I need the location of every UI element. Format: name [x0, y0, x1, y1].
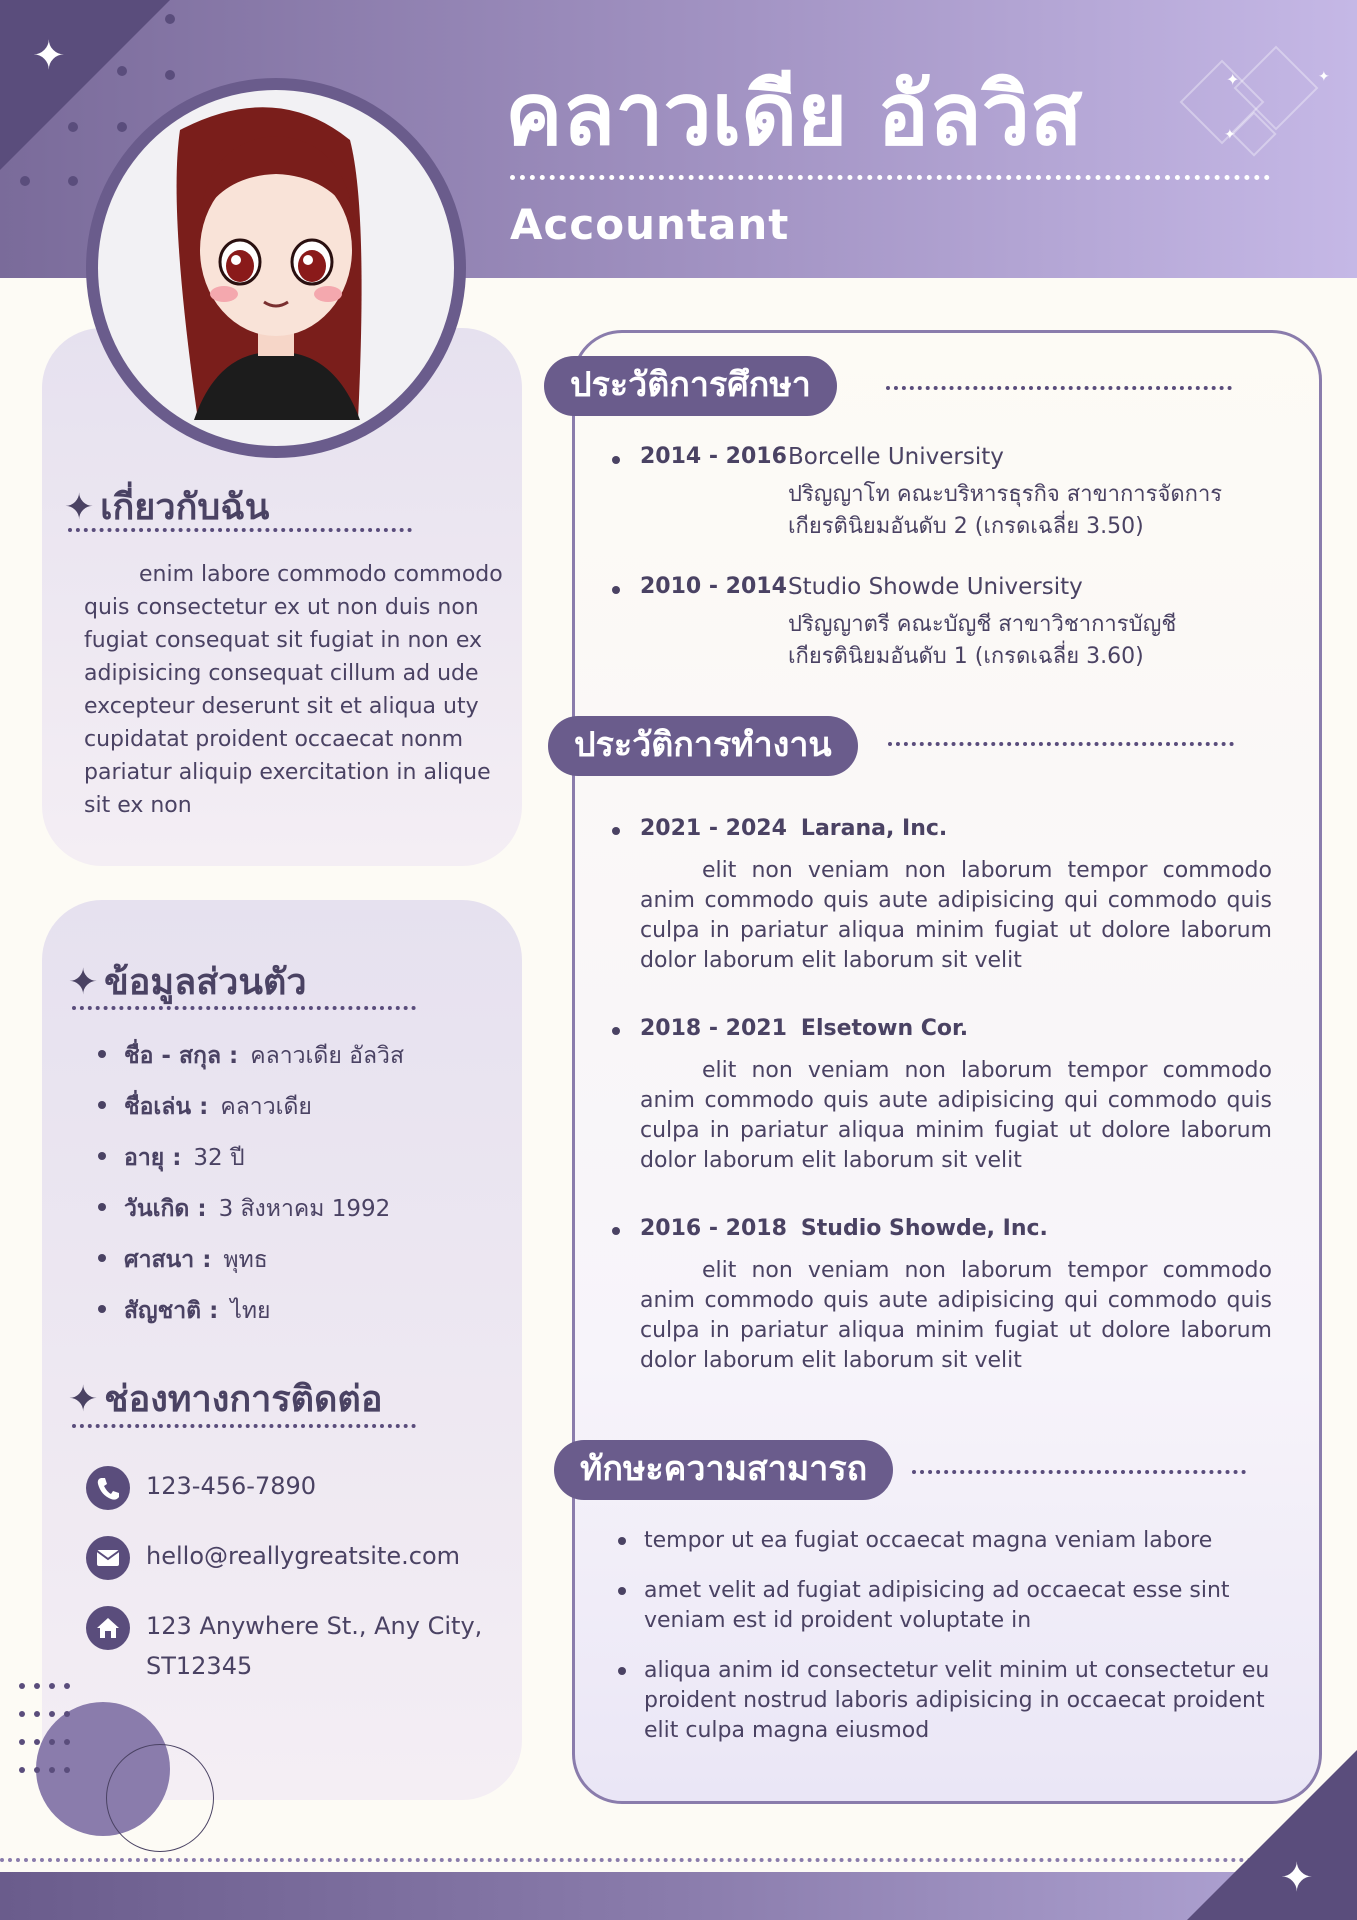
personal-item — [94, 1293, 404, 1344]
work-header — [640, 816, 947, 841]
decor-dot — [68, 122, 78, 132]
education-degree: ปริญญาตรี คณะบัญชี สาขาวิชาการบัญชี — [788, 612, 1177, 637]
personal-heading — [68, 953, 307, 1010]
name-divider — [510, 175, 1270, 180]
bullet — [612, 456, 620, 464]
email-address: hello@reallygreatsite.com — [146, 1542, 461, 1570]
address-line-1: 123 Anywhere St., Any City, — [146, 1612, 483, 1640]
education-honor: เกียรตินิยมอันดับ 1 (เกรดเฉลี่ย 3.60) — [788, 644, 1144, 669]
phone-number: 123-456-7890 — [146, 1472, 317, 1500]
sparkle-icon: ✦ — [1280, 1855, 1314, 1901]
dot-grid-decoration — [18, 1680, 78, 1780]
work-company: Studio Showde, Inc. — [800, 1216, 1048, 1241]
home-icon — [86, 1606, 130, 1650]
personal-info-list — [94, 1038, 404, 1344]
decor-dot — [117, 66, 127, 76]
sparkle-icon: ✦ — [68, 962, 99, 1003]
personal-value: พุทธ — [223, 1247, 268, 1273]
footer-band — [0, 1872, 1357, 1920]
contact-divider — [72, 1424, 416, 1428]
sparkle-icon: ✦ — [1226, 70, 1240, 89]
skills-list — [618, 1526, 1278, 1766]
education-divider — [886, 386, 1232, 390]
personal-heading-text: ข้อมูลส่วนตัว — [104, 962, 307, 1003]
contact-heading-text: ช่องทางการติดต่อ — [104, 1379, 383, 1420]
decor-dot — [117, 122, 127, 132]
contact-heading — [68, 1370, 382, 1427]
personal-item — [94, 1038, 404, 1089]
personal-label: ชื่อเล่น : — [124, 1094, 209, 1120]
work-company: Elsetown Cor. — [800, 1016, 969, 1041]
education-school: Studio Showde University — [788, 574, 1083, 600]
circle-outline-decoration — [106, 1744, 214, 1852]
sparkle-icon: ✦ — [32, 33, 66, 79]
personal-value: 3 สิงหาคม 1992 — [218, 1196, 391, 1222]
education-school: Borcelle University — [788, 444, 1004, 470]
sparkle-icon: ✦ — [64, 487, 95, 528]
work-years: 2016 - 2018 — [640, 1216, 787, 1241]
decor-dot — [20, 176, 30, 186]
personal-value: คลาวเดีย — [220, 1094, 312, 1120]
work-description: elit non veniam non laborum tempor commodo anim commodo quis aute adipisicing qui commodo quis culpa in pariatur aliqua minim fugiat ut dolore laborum dolor laborum elit laborum sit velit — [640, 858, 1272, 973]
education-honor: เกียรตินิยมอันดับ 2 (เกรดเฉลี่ย 3.50) — [788, 514, 1144, 539]
skills-heading: ทักษะความสามารถ — [554, 1440, 893, 1500]
education-item — [612, 574, 1272, 674]
address-line-2: ST12345 — [146, 1652, 253, 1680]
skill-item: aliqua anim id consectetur velit minim ut consectetur eu proident nostrud laboris adipisicing in occaecat proident elit culpa magna eiusmod — [618, 1656, 1278, 1746]
about-text: enim labore commodo commodo quis consectetur ex ut non duis non fugiat consequat sit fugiat in non ex adipisicing consequat cillum ad ude excepteur deserunt sit et aliqua uty cupidatat proident occaecat nonm pariatur aliquip exercitation in alique sit ex non — [84, 562, 503, 818]
work-description: elit non veniam non laborum tempor commodo anim commodo quis aute adipisicing qui commodo quis culpa in pariatur aliqua minim fugiat ut dolore laborum dolor laborum elit laborum sit velit — [640, 1058, 1272, 1173]
decor-dot — [165, 70, 175, 80]
work-item — [612, 1016, 1272, 1186]
work-divider — [888, 742, 1234, 746]
work-item — [612, 816, 1272, 986]
personal-value: คลาวเดีย อัลวิส — [250, 1043, 405, 1069]
personal-label: ศาสนา : — [124, 1247, 212, 1273]
footer-divider — [0, 1858, 1357, 1862]
personal-value: 32 ปี — [193, 1145, 245, 1171]
work-years: 2021 - 2024 — [640, 816, 787, 841]
work-years: 2018 - 2021 — [640, 1016, 787, 1041]
personal-label: อายุ : — [124, 1145, 182, 1171]
skill-item: tempor ut ea fugiat occaecat magna veniam labore — [618, 1526, 1278, 1556]
personal-card — [42, 900, 522, 1800]
sparkle-icon: ✦ — [1318, 69, 1330, 85]
bullet — [612, 586, 620, 594]
personal-value: ไทย — [230, 1298, 271, 1324]
education-years: 2014 - 2016 — [640, 444, 787, 469]
profile-photo-frame — [86, 78, 466, 458]
about-heading — [64, 478, 269, 535]
personal-item — [94, 1242, 404, 1293]
work-header — [640, 1216, 1048, 1241]
personal-label: ชื่อ - สกุล : — [124, 1043, 239, 1069]
education-heading: ประวัติการศึกษา — [544, 356, 837, 416]
personal-label: สัญชาติ : — [124, 1298, 219, 1324]
phone-icon — [86, 1466, 130, 1510]
about-divider — [68, 528, 412, 532]
job-title: Accountant — [510, 200, 790, 249]
bullet — [612, 1027, 620, 1035]
work-item — [612, 1216, 1272, 1386]
personal-label: วันเกิด : — [124, 1196, 207, 1222]
bullet — [612, 827, 620, 835]
decor-dot — [165, 14, 175, 24]
avatar-illustration — [98, 90, 454, 446]
work-company: Larana, Inc. — [800, 816, 948, 841]
education-item — [612, 444, 1272, 544]
work-heading: ประวัติการทำงาน — [548, 716, 858, 776]
skill-item: amet velit ad fugiat adipisicing ad occaecat esse sint veniam est id proident voluptate in — [618, 1576, 1278, 1636]
email-icon — [86, 1536, 130, 1580]
profile-photo — [98, 90, 454, 446]
sparkle-icon: ✦ — [1224, 127, 1236, 143]
personal-item — [94, 1140, 404, 1191]
personal-divider — [72, 1006, 416, 1010]
sparkle-icon: ✦ — [68, 1379, 99, 1420]
work-header — [640, 1016, 968, 1041]
bullet — [612, 1227, 620, 1235]
personal-item — [94, 1089, 404, 1140]
work-description: elit non veniam non laborum tempor commodo anim commodo quis aute adipisicing qui commodo quis culpa in pariatur aliqua minim fugiat ut dolore laborum dolor laborum elit laborum sit velit — [640, 1258, 1272, 1373]
corner-decoration — [1187, 1750, 1357, 1920]
personal-item — [94, 1191, 404, 1242]
education-degree: ปริญญาโท คณะบริหารธุรกิจ สาขาการจัดการ — [788, 482, 1223, 507]
skills-divider — [912, 1470, 1246, 1474]
about-heading-text: เกี่ยวกับฉัน — [100, 487, 270, 528]
person-name: คลาวเดีย อัลวิส — [505, 65, 1083, 165]
education-years: 2010 - 2014 — [640, 574, 787, 599]
decor-dot — [68, 176, 78, 186]
